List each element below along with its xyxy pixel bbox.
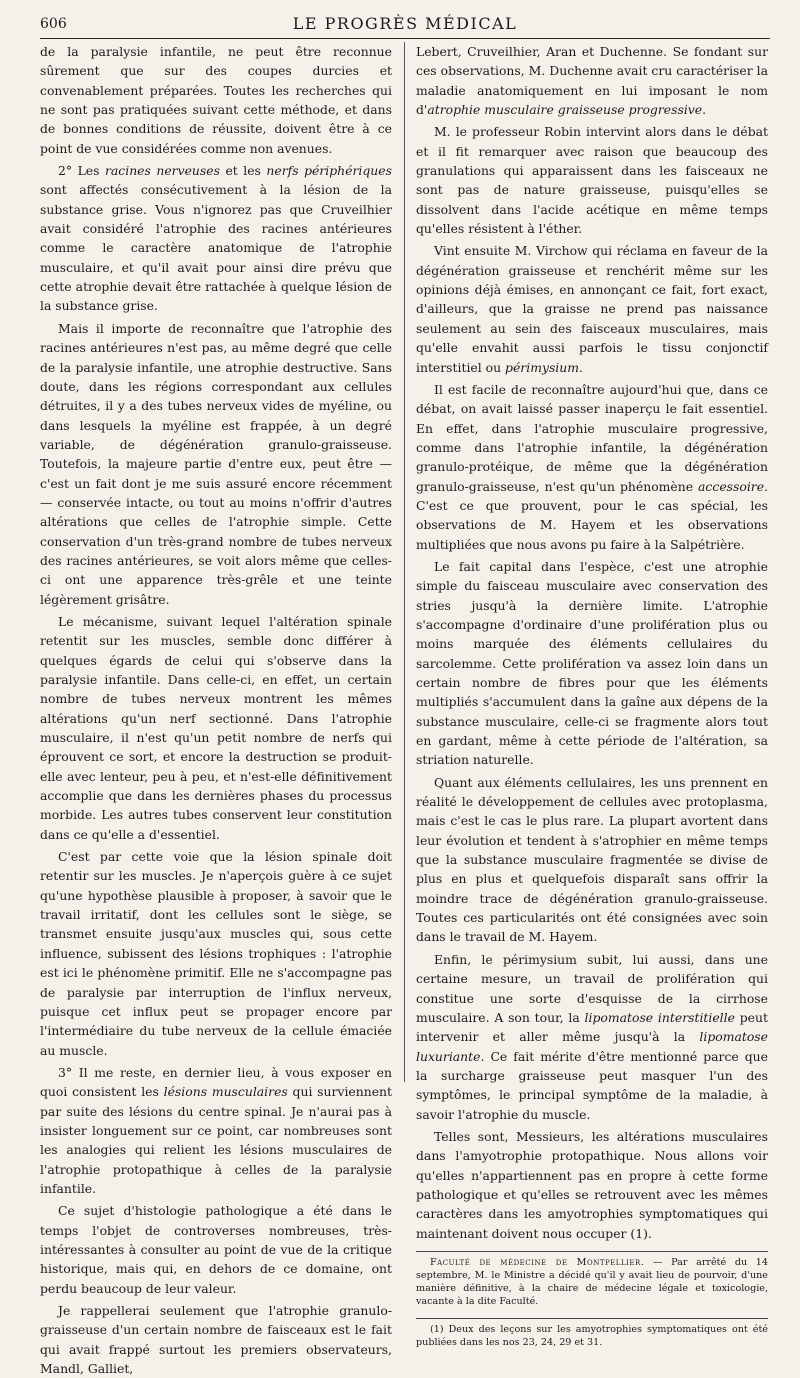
paragraph: C'est par cette voie que la lésion spinale doit retentir sur les muscles. Je n'aperçois guère à ce sujet qu'une hypothèse plausible à proposer, à savoir que le travail irritatif, dont les cellules sont le siège, se transmet ensuite jusqu'aux muscles qui, sous cette influence, subissent des lésions trophiques : l'atrophie est ici le phénomène primitif. Elle ne s'accompagne pas de paralysie par interruption de l'influx nerveux, puisque cet influx peut se propager encore par l'intermédiaire du tube nerveux de la cellule émaciée au muscle. (40, 849, 392, 1058)
footnote: (1) Deux des leçons sur les amyotrophies symptomatiques ont été publiées dans les nos 23, 24, 29 et 31. (416, 1323, 768, 1348)
paragraph: Le mécanisme, suivant lequel l'altération spinale retentit sur les muscles, semble donc différer à quelques égards de celui qui s'observe dans la paralysie infantile. Dans celle-ci, en effet, un certain nombre de tubes nerveux montrent les mêmes altérations qu'un nerf sectionné. Dans l'atrophie musculaire, il n'est qu'un petit nombre de nerfs qui éprouvent ce sort, et encore la destruction se produit-elle avec lenteur, peu à peu, et n'est-elle définitivement accomplie que dans les dernières phases du processus morbide. Les autres tubes conservent leur constitution dans ce qu'elle a d'essentiel. (40, 613, 392, 842)
faculty-notice (416, 1251, 768, 1308)
paragraph: Ce sujet d'histologie pathologique a été dans le temps l'objet de controverses nombreuses, très-intéressantes à consulter au point de vue de la critique historique, mais qui, en dehors de ce domaine, ont perdu beaucoup de leur valeur. (40, 1203, 392, 1296)
notice-heading: Faculté de médecine de Montpellier. (430, 1256, 645, 1268)
paragraph: Le fait capital dans l'espèce, c'est une atrophie simple du faisceau musculaire avec conservation des stries jusqu'à la dernière limite. L'atrophie s'accompagne d'ordinaire d'une prolifération plus ou moins marquée des éléments cellulaires du sarcolemme. Cette prolifération va assez loin dans un certain nombre de fibres pour que les éléments multipliés s'accumulent dans la gaîne aux dépens de la substance musculaire, celle-ci se fragmente alors tout en gardant, même à cette période de l'altération, sa striation naturelle. (416, 558, 768, 768)
paragraph: Je rappellerai seulement que l'atrophie granulo-graisseuse d'un certain nombre de faisceaux est le fait qui avait frappé surtout les premiers observateurs, Mandl, Galliet, (40, 1303, 392, 1377)
left-column (40, 42, 392, 1378)
notice-text: — Par arrêté du 14 septembre, M. le Ministre a décidé qu'il y avait lieu de pourvoir, d'une manière définitive, à la chaire de médecine légale et toxicologie, vacante à la dite Faculté. (416, 1256, 768, 1307)
journal-title: LE PROGRÈS MÉDICAL (292, 14, 518, 33)
column-divider (404, 42, 405, 1082)
paragraph: Quant aux éléments cellulaires, les uns prennent en réalité le développement de cellules avec protoplasma, mais c'est le cas le plus rare. La plupart avortent dans leur évolution et tendent à s'atrophier en même temps que la substance musculaire fragmentée se divise de plus en plus et quelquefois disparaît sans offrir la moindre trace de dégénération granulo-graisseuse. Toutes ces particularités ont été consignées avec soin dans le travail de M. Hayem. (416, 774, 768, 945)
footnote-rule (416, 1318, 768, 1319)
paragraph: Telles sont, Messieurs, les altérations musculaires dans l'amyotrophie protopathique. Nous allons voir qu'elles n'appartiennent pas en propre à cette forme pathologique et qu'elles se retrouvent avec les mêmes caractères dans les amyotrophies symptomatiques qui maintenant doivent nous occuper (1). (416, 1128, 768, 1241)
paragraph: 2° Les racines nerveuses et les nerfs périphériques sont affectés consécutivement à la lésion de la substance grise. Vous n'ignorez pas que Cruveilhier avait considéré l'atrophie des racines antérieures comme le caractère anatomique de l'atrophie musculaire, et qu'il avait pour ainsi dire prévu que cette atrophie devait être rattachée à quelque lésion de la substance grise. (40, 163, 392, 314)
paragraph: Mais il importe de reconnaître que l'atrophie des racines antérieures n'est pas, au même degré que celle de la paralysie infantile, une atrophie destructive. Sans doute, dans les régions correspondant aux cellules détruites, il y a des tubes nerveux vides de myéline, ou dans lesquels la myéline est frappée, à un degré variable, de dégénération granulo-graisseuse. Toutefois, la majeure partie d'entre eux, peut être — c'est un fait dont je me suis assuré encore récemment — conservée intacte, ou tout au moins n'offrir d'autres altérations que celles de l'atrophie simple. Cette conservation d'un très-grand nombre de tubes nerveux des racines antérieures, se voit alors même que celles-ci ont une apparence très-grêle et une teinte légèrement grisâtre. (40, 320, 392, 607)
page-header (40, 8, 770, 39)
right-column (416, 42, 768, 1349)
paragraph: 3° Il me reste, en dernier lieu, à vous exposer en quoi consistent les lésions musculaires qui surviennent par suite des lésions du centre spinal. Je n'aurai pas à insister longuement sur ce point, car nombreuses sont les analogies qui relient les lésions musculaires de l'atrophie protopathique à celles de la paralysie infantile. (40, 1064, 392, 1196)
paragraph: Lebert, Cruveilhier, Aran et Duchenne. Se fondant sur ces observations, M. Duchenne avait cru caractériser la maladie anatomiquement en lui imposant le nom d'atrophie musculaire graisseuse progressive. (416, 44, 768, 118)
paragraph: Vint ensuite M. Virchow qui réclama en faveur de la dégénération graisseuse et renchérit même sur les opinions déjà émises, en annonçant ce fait, fort exact, d'ailleurs, que la graisse ne prend pas naissance seulement au sein des faisceaux musculaires, mais qu'elle envahit aussi parfois le tissu conjonctif interstitiel ou périmysium. (416, 243, 768, 375)
paragraph: de la paralysie infantile, ne peut être reconnue sûrement que sur des coupes durcies et convenablement préparées. Toutes les recherches qui ne sont pas pratiquées suivant cette méthode, et dans de bonnes conditions de réussite, doivent être à ce point de vue considérées comme non avenues. (40, 44, 392, 156)
paragraph: Il est facile de reconnaître aujourd'hui que, dans ce débat, on avait laissé passer inaperçu le fait essentiel. En effet, dans l'atrophie musculaire progressive, comme dans l'atrophie infantile, la dégénération granulo-protéique, de même que la dégénération granulo-graisseuse, n'est qu'un phénomène accessoire. C'est ce que prouvent, pour le cas spécial, les observations de M. Hayem et les observations multipliées que nous avons pu faire à la Salpétrière. (416, 381, 768, 552)
page-number: 606 (40, 16, 67, 32)
paragraph: Enfin, le périmysium subit, lui aussi, dans une certaine mesure, un travail de prolifération qui constitue une sorte d'esquisse de la cirrhose musculaire. A son tour, la lipomatose interstitielle peut intervenir et aller même jusqu'à la lipomatose luxuriante. Ce fait mérite d'être mentionné parce que la surcharge graisseuse peut masquer l'un des symptômes, le principal symptôme de la maladie, à savoir l'atrophie du muscle. (416, 951, 768, 1122)
paragraph: M. le professeur Robin intervint alors dans le débat et il fit remarquer avec raison que beaucoup des granulations qui apparaissent dans les faisceaux ne sont pas de nature graisseuse, puisqu'elles se dissolvent dans l'acide acétique en même temps qu'elles résistent à l'éther. (416, 124, 768, 237)
